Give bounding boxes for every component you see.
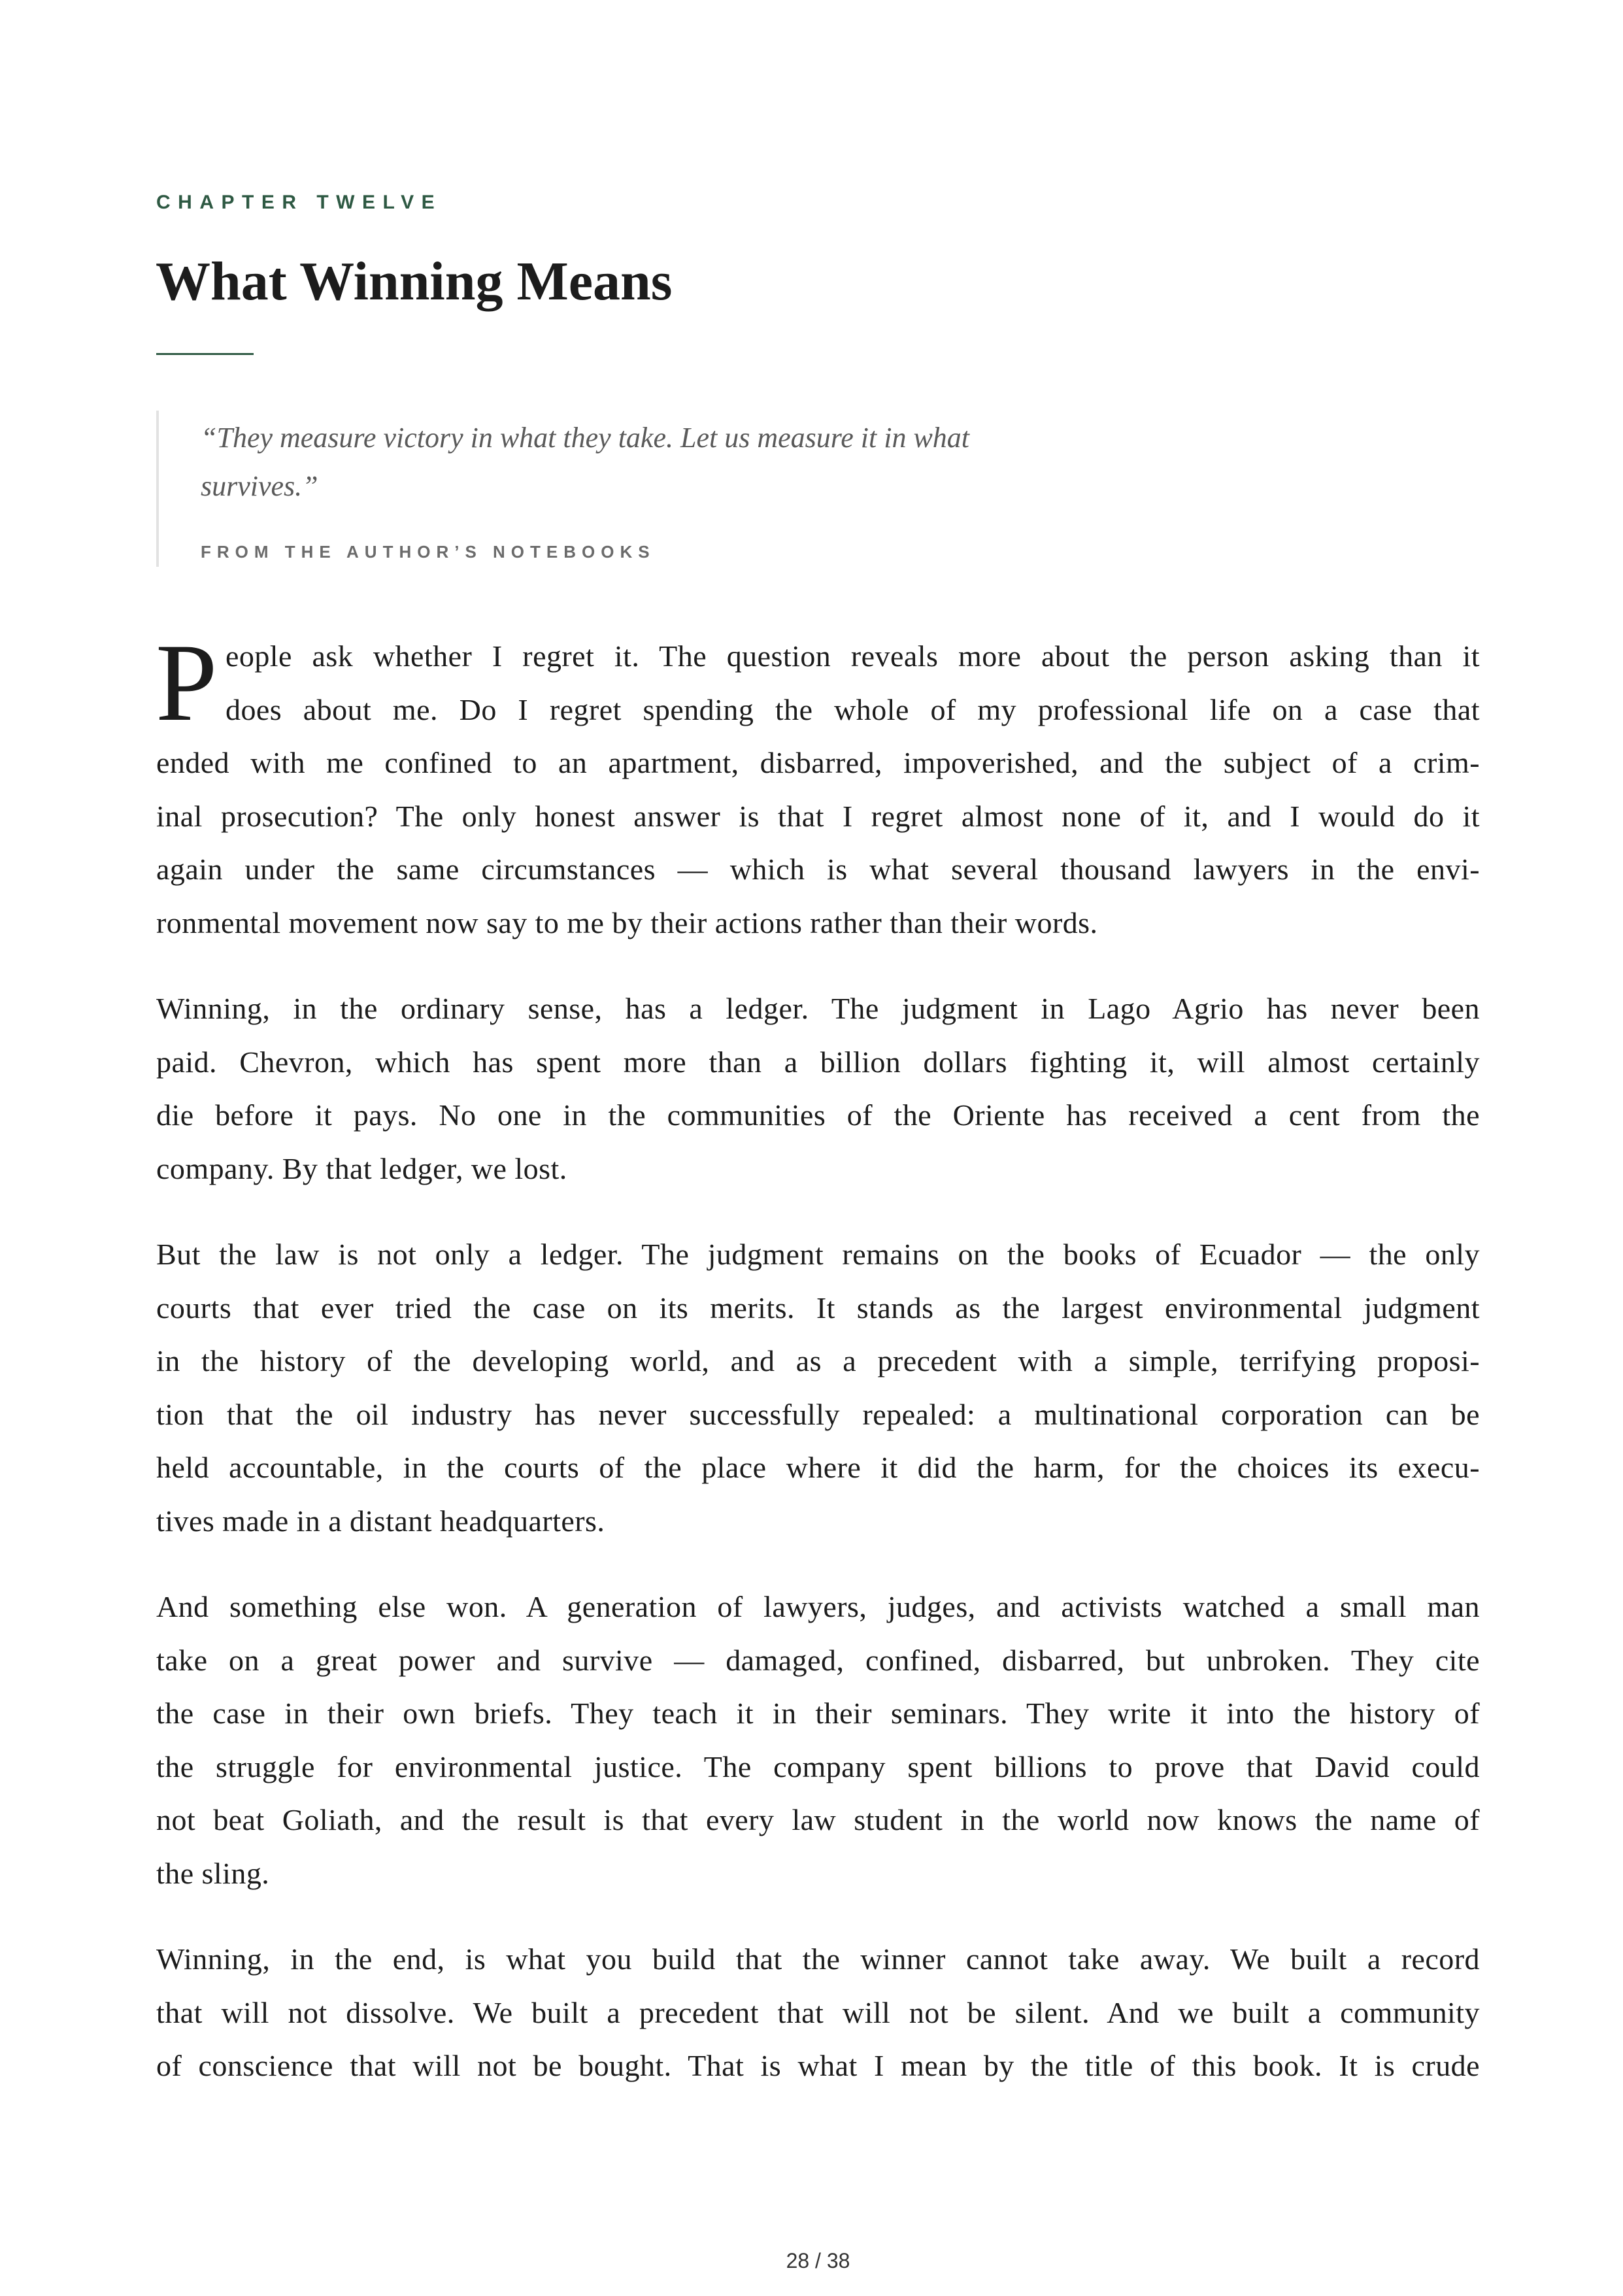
paragraph bbox=[156, 1580, 1480, 1900]
paragraph bbox=[156, 621, 1480, 949]
page-number: 28 / 38 bbox=[786, 2249, 850, 2272]
body-line: that will not dissolve. We built a precedent that will not be silent. And we built a community bbox=[156, 1995, 1480, 2029]
body-line: ronmental movement now say to me by their actions rather than their words. bbox=[156, 905, 1098, 939]
body-line: of conscience that will not be bought. That is what I mean by the title of this book. It is crude bbox=[156, 2049, 1480, 2082]
body-line: eople ask whether I regret it. The question reveals more about the person asking than it bbox=[226, 639, 1480, 673]
title-divider bbox=[156, 353, 254, 355]
epigraph bbox=[156, 411, 1137, 567]
body-line: Winning, in the end, is what you build that the winner cannot take away. We built a record bbox=[156, 1942, 1480, 1976]
body-line: inal prosecution? The only honest answer is that I regret almost none of it, and I would do it bbox=[156, 799, 1480, 833]
chapter-label: CHAPTER TWELVE bbox=[156, 192, 443, 213]
body-line: tion that the oil industry has never successfully repealed: a multinational corporation can be bbox=[156, 1397, 1480, 1431]
body-line: the sling. bbox=[156, 1856, 270, 1890]
chapter-body bbox=[156, 621, 1480, 2125]
body-line: not beat Goliath, and the result is that every law student in the world now knows the name of bbox=[156, 1803, 1480, 1836]
body-line: ended with me confined to an apartment, disbarred, impoverished, and the subject of a crim- bbox=[156, 746, 1480, 779]
body-line: paid. Chevron, which has spent more than a billion dollars fighting it, will almost certainly bbox=[156, 1045, 1480, 1079]
body-line: in the history of the developing world, and as a precedent with a simple, terrifying proposi- bbox=[156, 1344, 1480, 1377]
body-line: But the law is not only a ledger. The judgment remains on the books of Ecuador — the only bbox=[156, 1238, 1480, 1271]
body-line: again under the same circumstances — which is what several thousand lawyers in the envi- bbox=[156, 853, 1480, 886]
body-line: tives made in a distant headquarters. bbox=[156, 1504, 605, 1538]
paragraph bbox=[156, 1228, 1480, 1547]
body-line: take on a great power and survive — damaged, confined, disbarred, but unbroken. They cite bbox=[156, 1643, 1480, 1677]
body-line: Winning, in the ordinary sense, has a ledger. The judgment in Lago Agrio has never been bbox=[156, 992, 1480, 1025]
drop-cap: P bbox=[156, 621, 218, 744]
epigraph-quote bbox=[201, 414, 1137, 511]
epigraph-line: survives.” bbox=[201, 470, 318, 502]
body-line: held accountable, in the courts of the place where it did the harm, for the choices its execu- bbox=[156, 1451, 1480, 1484]
paragraph bbox=[156, 1933, 1480, 2093]
chapter-title: What Winning Means bbox=[156, 251, 673, 312]
paragraph bbox=[156, 982, 1480, 1195]
body-line: does about me. Do I regret spending the whole of my professional life on a case that bbox=[226, 692, 1480, 726]
body-line: the struggle for environmental justice. The company spent billions to prove that David could bbox=[156, 1749, 1480, 1783]
body-line: the case in their own briefs. They teach it in their seminars. They write it into the history of bbox=[156, 1697, 1480, 1730]
body-line: courts that ever tried the case on its merits. It stands as the largest environmental judgment bbox=[156, 1291, 1480, 1325]
epigraph-attribution: FROM THE AUTHOR’S NOTEBOOKS bbox=[201, 542, 656, 562]
body-line: company. By that ledger, we lost. bbox=[156, 1151, 567, 1185]
body-line: And something else won. A generation of lawyers, judges, and activists watched a small man bbox=[156, 1590, 1480, 1623]
body-line: die before it pays. No one in the communities of the Oriente has received a cent from the bbox=[156, 1098, 1480, 1132]
epigraph-line: “They measure victory in what they take. Let us measure it in what bbox=[201, 422, 970, 454]
